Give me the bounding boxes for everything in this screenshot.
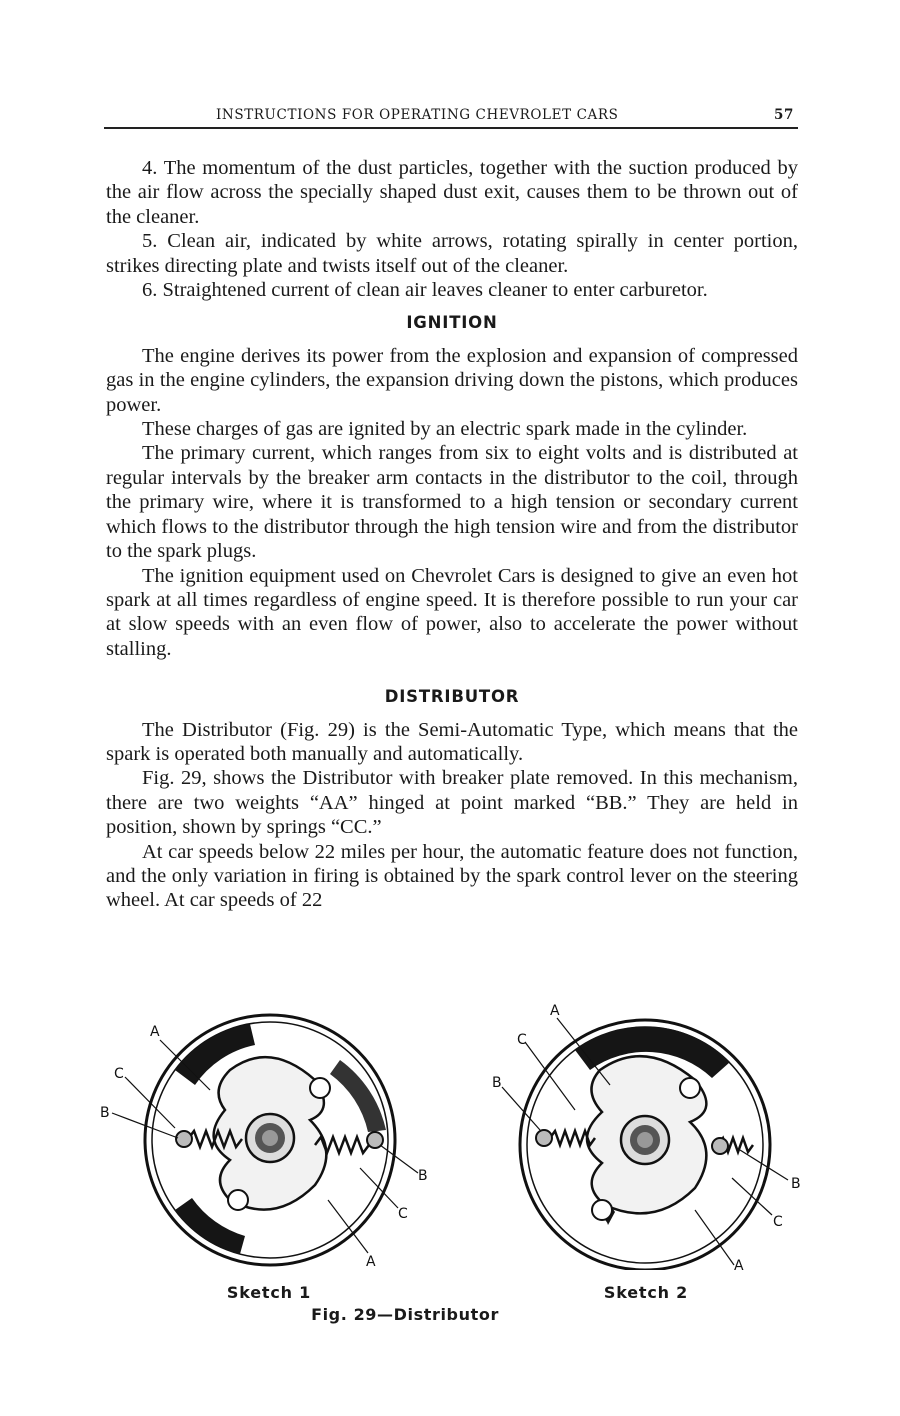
callout-label: A	[150, 1024, 160, 1040]
distributor-paragraph: At car speeds below 22 miles per hour, the automatic feature does not function, and the only variation in firing is obtained by the spark control lever on the steering wheel. At car speeds of 22	[106, 840, 798, 912]
header-rule	[104, 127, 798, 129]
callout-label: B	[492, 1075, 502, 1091]
ignition-paragraph: These charges of gas are ignited by an electric spark made in the cylinder.	[142, 418, 748, 441]
callout-label: C	[114, 1066, 124, 1082]
callout-label: C	[517, 1032, 527, 1048]
callout-label: B	[100, 1105, 110, 1121]
sketch-2-shaft	[621, 1116, 669, 1164]
callout-label: A	[734, 1258, 744, 1270]
callout-label: A	[366, 1254, 376, 1270]
distributor-paragraph: Fig. 29, shows the Distributor with breaker plate removed. In this mechanism, there are two weights “AA” hinged at point marked “BB.” They are held in position, shown by springs “CC.”	[106, 767, 798, 839]
ignition-paragraph: The engine derives its power from the explosion and expansion of compressed gas in the engine cylinders, the expansion driving down the pistons, which produces power.	[106, 344, 798, 416]
paragraph-step-5: 5. Clean air, indicated by white arrows, rotating spirally in center portion, strikes directing plate and twists itself out of the cleaner.	[106, 230, 798, 277]
callout-label: B	[418, 1168, 428, 1184]
callout-label: C	[398, 1206, 408, 1222]
running-title: INSTRUCTIONS FOR OPERATING CHEVROLET CARS	[216, 107, 619, 123]
sketch-2-label: Sketch 2	[603, 1283, 689, 1302]
running-head	[104, 107, 798, 129]
distributor-heading: DISTRIBUTOR	[384, 687, 520, 707]
sketch-1-shaft	[246, 1114, 294, 1162]
ignition-heading: IGNITION	[406, 313, 498, 333]
ignition-paragraph: The ignition equipment used on Chevrolet Cars is designed to give an even hot spark at all times regardless of engine speed. It is therefore possible to run your car at slow speeds with an even flow of power, also to accelerate the power without stalling.	[106, 564, 798, 660]
sketch-1-label: Sketch 1	[226, 1283, 312, 1302]
distributor-figure	[100, 1000, 800, 1330]
sketch-1-diagram	[100, 1000, 430, 1270]
page-number: 57	[774, 107, 794, 123]
distributor-paragraph: The Distributor (Fig. 29) is the Semi-Automatic Type, which means that the spark is operated both manually and automatically.	[106, 718, 798, 765]
ignition-paragraph: The primary current, which ranges from six to eight volts and is distributed at regular intervals by the breaker arm contacts in the distributor to the coil, through the primary wire, where it is transformed to a high tension or secondary current which flows to the distributor through the high tension wire and from the distributor to the spark plugs.	[106, 442, 798, 563]
callout-label: B	[791, 1176, 801, 1192]
callout-label: C	[773, 1214, 783, 1230]
sketch-2-diagram	[480, 1000, 810, 1270]
paragraph-step-4: 4. The momentum of the dust particles, together with the suction produced by the air flow across the specially shaped dust exit, causes them to be thrown out of the cleaner.	[106, 157, 798, 228]
callout-label: A	[550, 1003, 560, 1019]
paragraph-step-6: 6. Straightened current of clean air leaves cleaner to enter carburetor.	[142, 279, 708, 302]
body-text	[106, 156, 798, 913]
figure-caption: Fig. 29—Distributor	[311, 1305, 499, 1324]
